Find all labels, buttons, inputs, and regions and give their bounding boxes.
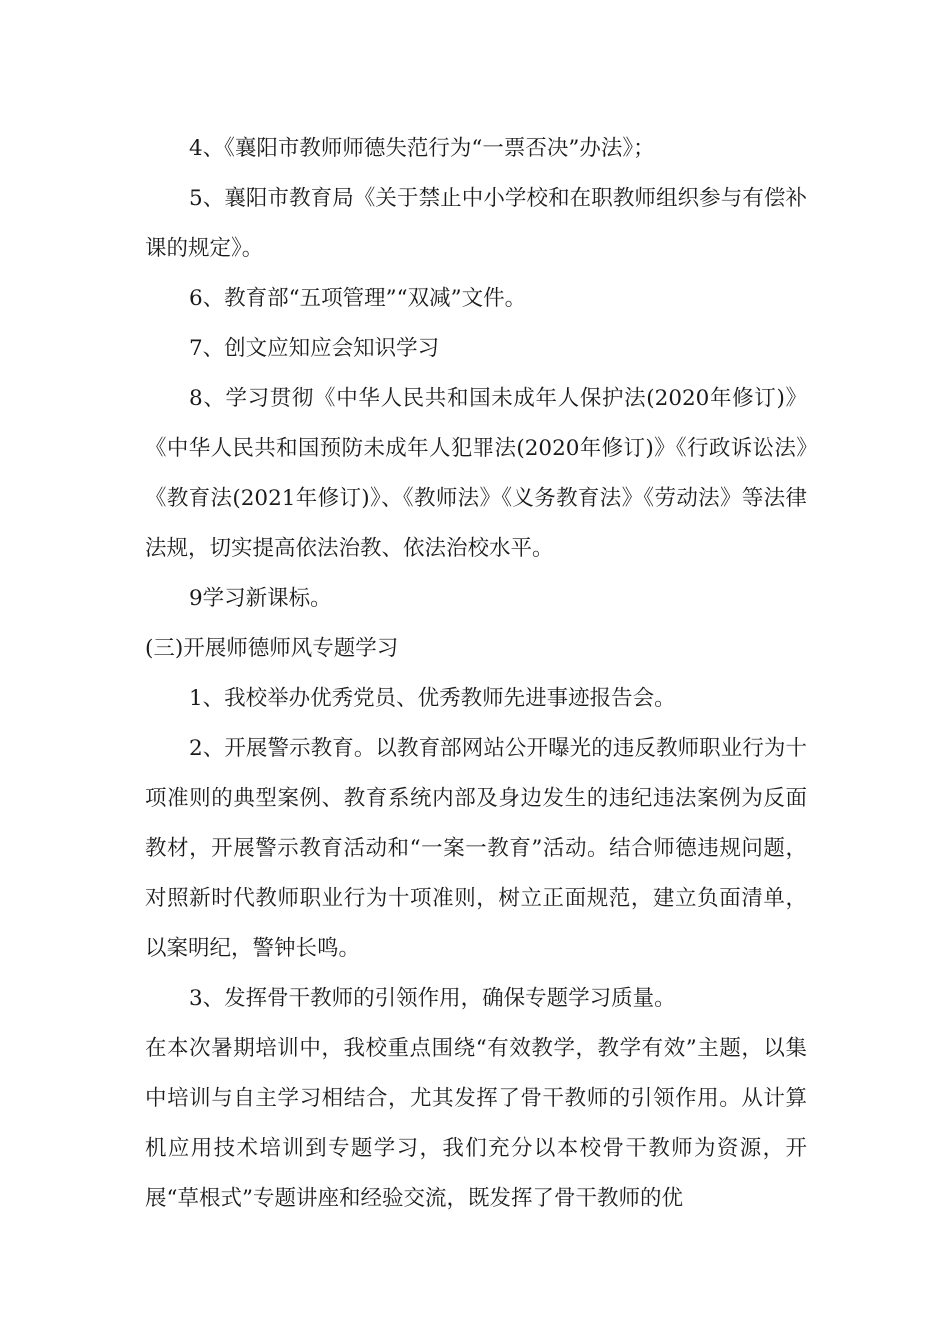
- paragraph-section3-item-1: 1、我校举办优秀党员、优秀教师先进事迹报告会。: [189, 686, 676, 711]
- paragraph-item-5: 5、襄阳市教育局《关于禁止中小学校和在职教师组织参与有偿补课的规定》。: [145, 186, 807, 261]
- document-body: [145, 124, 807, 1224]
- paragraph-section3-item-2: 2、开展警示教育。以教育部网站公开曝光的违反教师职业行为十项准则的典型案例、教育系统内部及身边发生的违纪违法案例为反面教材，开展警示教育活动和“一案一教育”活动。结合师德违规问题，对照新时代教师职业行为十项准则，树立正面规范，建立负面清单，以案明纪，警钟长鸣。: [145, 736, 807, 961]
- paragraph-section3-item-3: 3、发挥骨干教师的引领作用，确保专题学习质量。: [189, 986, 676, 1011]
- paragraph-item-6: 6、教育部“五项管理”“双减”文件。: [189, 286, 527, 311]
- paragraph-item-4: 4、《襄阳市教师师德失范行为“一票否决”办法》；: [189, 136, 655, 161]
- paragraph-summary: 在本次暑期培训中，我校重点围绕“有效教学，教学有效”主题，以集中培训与自主学习相结合，尤其发挥了骨干教师的引领作用。从计算机应用技术培训到专题学习，我们充分以本校骨干教师为资源，开展“草根式”专题讲座和经验交流，既发挥了骨干教师的优: [145, 1036, 807, 1211]
- paragraph-item-8: 8、学习贯彻《中华人民共和国未成年人保护法(2020年修订)》《中华人民共和国预防未成年人犯罪法(2020年修订)》《行政诉讼法》《教育法(2021年修订)》、《教师法》《义务教育法》《劳动法》等法律法规，切实提高依法治教、依法治校水平。: [145, 386, 807, 561]
- paragraph-item-7: 7、创文应知应会知识学习: [189, 336, 440, 361]
- section-heading-3: (三)开展师德师风专题学习: [145, 636, 399, 661]
- paragraph-item-9: 9学习新课标。: [189, 586, 332, 611]
